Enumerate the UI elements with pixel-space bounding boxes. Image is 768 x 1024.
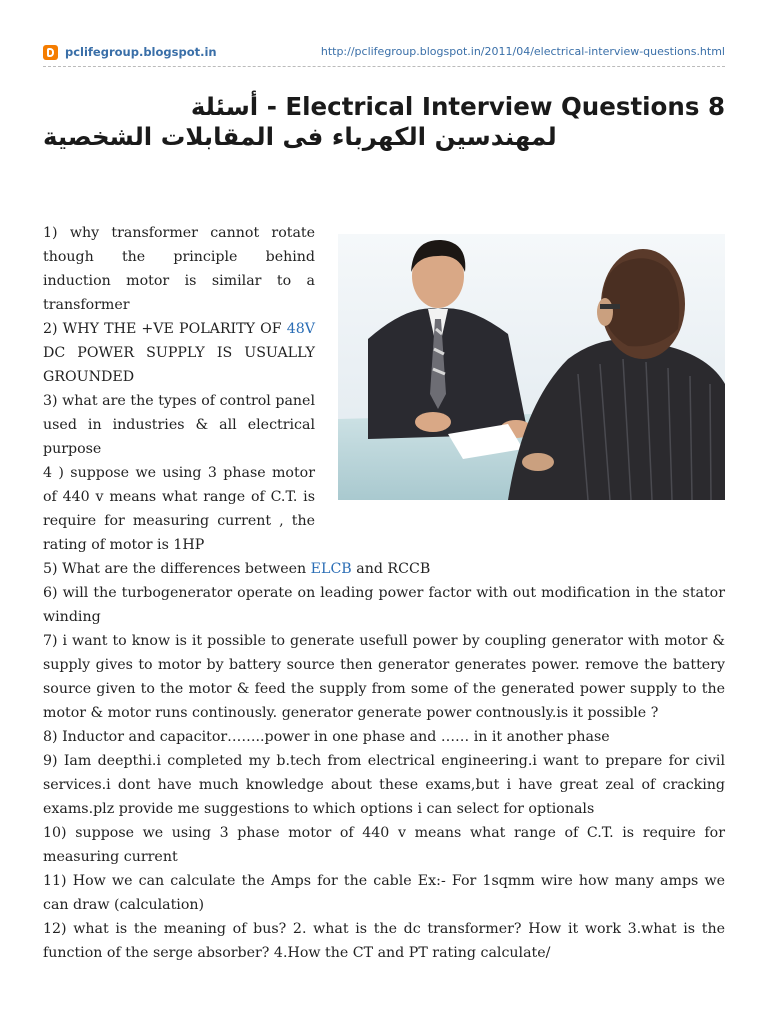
- question-5: [43, 557, 725, 581]
- question-2: [43, 317, 315, 389]
- question-10: 10) suppose we using 3 phase motor of 440 v means what range of C.T. is require for measuring current: [43, 825, 725, 865]
- page-header: [43, 44, 725, 62]
- question-7: 7) i want to know is it possible to generate usefull power by coupling generator with motor & supply gives to motor by battery source then generator generates power. remove the battery source given to the motor & feed the supply from some of the generated power supply to the motor & motor runs continously. generator generate power contnously.is it possible ?: [43, 633, 725, 721]
- title-line-1: أسئلة - Electrical Interview Questions 8: [190, 92, 725, 121]
- question-11: 11) How we can calculate the Amps for the cable Ex:- For 1sqmm wire how many amps we can draw (calculation): [43, 873, 725, 913]
- question-12: 12) what is the meaning of bus? 2. what is the dc transformer? How it work 3.what is the function of the serge absorber? 4.How the CT and PT rating calculate/: [43, 921, 725, 961]
- question-5-text-end: and RCCB: [351, 561, 431, 577]
- question-1: 1) why transformer cannot rotate though the principle behind induction motor is similar to a transformer: [43, 225, 315, 313]
- blogger-logo-icon: [43, 45, 58, 60]
- question-9: 9) Iam deepthi.i completed my b.tech from electrical engineering.i want to prepare for civil services.i dont have much knowledge about these exams,but i have great zeal of cracking exams.plz provide me suggestions to which options i can select for optionals: [43, 753, 725, 817]
- question-6: 6) will the turbogenerator operate on leading power factor with out modification in the stator winding: [43, 585, 725, 625]
- title-line-2: لمهندسين الكهرباء فى المقابلات الشخصية: [43, 122, 557, 151]
- question-5-text: 5) What are the differences between: [43, 561, 311, 577]
- 48v-link[interactable]: 48V: [286, 321, 315, 337]
- question-8: 8) Inductor and capacitor……..power in one phase and …… in it another phase: [43, 729, 610, 745]
- page-title: [43, 92, 725, 152]
- question-4: 4 ) suppose we using 3 phase motor of 440 v means what range of C.T. is require for measuring current , the rating of motor is 1HP: [43, 465, 315, 553]
- question-2-text: 2) WHY THE +VE POLARITY OF: [43, 321, 287, 337]
- site-link[interactable]: pclifegroup.blogspot.in: [65, 45, 217, 59]
- question-3: 3) what are the types of control panel used in industries & all electrical purpose: [43, 393, 315, 457]
- header-divider: [43, 66, 725, 67]
- questions-list: [43, 221, 725, 965]
- source-url-link[interactable]: http://pclifegroup.blogspot.in/2011/04/electrical-interview-questions.html: [320, 45, 725, 58]
- elcb-link[interactable]: ELCB: [310, 561, 352, 577]
- question-2-text-end: DC POWER SUPPLY IS USUALLY GROUNDED: [43, 345, 315, 385]
